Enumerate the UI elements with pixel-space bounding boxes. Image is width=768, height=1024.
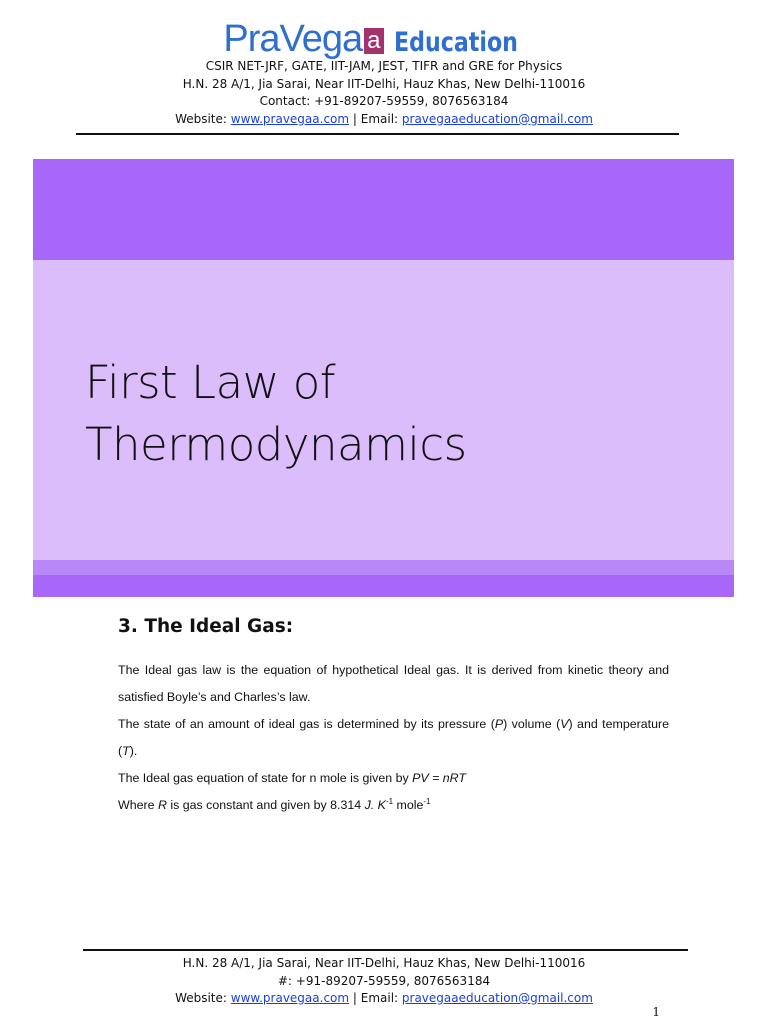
paragraph-ideal-gas-law: The Ideal gas law is the equation of hypothetical Ideal gas. It is derived from kinetic theory and satisfied Boyle’s and Charles’s law. [118,663,669,704]
cover-title-line-2: Thermodynamics [85,418,467,471]
header-divider [76,133,679,135]
cover-bottom-band [33,575,734,597]
header-email-link[interactable]: pravegaaeducation@gmail.com [401,111,593,126]
cover-banner [33,159,734,597]
paragraph-equation-of-state: The Ideal gas equation of state for n mole is given by PV = nRT [118,771,466,785]
header-web-email: Website: www.pravegaa.com | Email: pravegaaeducation@gmail.com [175,111,593,126]
equation: PV = nRT [412,771,466,785]
page-footer [0,955,768,1008]
footer-address: H.N. 28 A/1, Jia Sarai, Near IIT-Delhi, Hauz Khas, New Delhi-110016 [182,956,586,970]
footer-website-link[interactable]: www.pravegaa.com [230,991,350,1005]
cover-title [85,352,467,476]
page-number: 1 [652,1005,660,1019]
cover-bottom-stripe [33,560,734,575]
footer-divider [83,949,688,951]
footer-email-link[interactable]: pravegaaeducation@gmail.com [401,991,593,1005]
footer-web-email: Website: www.pravegaa.com | Email: pravegaaeducation@gmail.com [175,991,593,1005]
cover-title-line-1: First Law of [85,356,336,409]
paragraph-state-variables: The state of an amount of ideal gas is determined by its pressure (P) volume (V) and temperature (T). [118,717,669,758]
header-address: H.N. 28 A/1, Jia Sarai, Near IIT-Delhi, Hauz Khas, New Delhi-110016 [182,76,586,91]
header-contact: Contact: +91-89207-59559, 8076563184 [259,94,509,108]
header-tagline: CSIR NET-JRF, GATE, IIT-JAM, JEST, TIFR and GRE for Physics [205,59,563,73]
section-content [118,613,669,819]
section-heading: 3. The Ideal Gas: [118,616,294,637]
cover-top-band [33,159,734,260]
footer-phone: #: +91-89207-59559, 8076563184 [277,973,491,988]
pravegaa-logo [0,12,768,58]
paragraph-gas-constant: Where R is gas constant and given by 8.314 J. $K^{-1}$ mole$^{-1}$ [118,797,431,812]
letterhead [0,12,768,128]
header-website-link[interactable]: www.pravegaa.com [230,111,350,126]
logo-education-text: Education [393,27,518,58]
logo-brand: PraVega a [223,20,383,58]
